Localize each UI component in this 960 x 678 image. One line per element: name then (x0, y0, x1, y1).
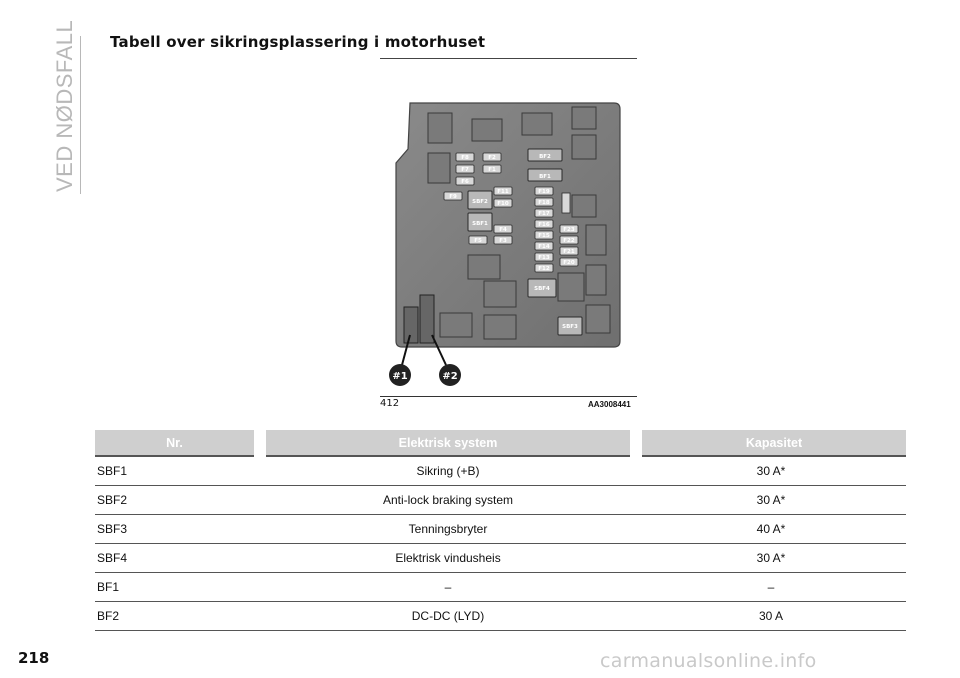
fuse-box-diagram (380, 95, 637, 395)
cell-capacity: 30 A (636, 601, 906, 630)
empty-socket (572, 107, 596, 129)
cell-nr: SBF2 (95, 485, 260, 514)
section-title-vertical: VED NØDSFALL (52, 19, 77, 192)
cell-system: Sikring (+B) (260, 456, 636, 485)
cell-system: DC-DC (LYD) (260, 601, 636, 630)
cell-capacity: 40 A* (636, 514, 906, 543)
relay-small (562, 193, 570, 213)
empty-socket (572, 195, 596, 217)
fuse-label: F9 (449, 194, 457, 200)
cell-capacity: 30 A* (636, 485, 906, 514)
fuse-label: F2 (488, 155, 496, 161)
cell-nr: BF2 (95, 601, 260, 630)
fuse-label: F13 (538, 255, 550, 261)
fuse-label: F19 (538, 189, 550, 195)
fuse-label: F14 (538, 244, 550, 250)
empty-socket (428, 153, 450, 183)
fuse-label: F22 (563, 238, 575, 244)
cell-nr: SBF1 (95, 456, 260, 485)
figure-code: AA3008441 (588, 400, 631, 409)
cell-system: – (260, 572, 636, 601)
fuse-label: F1 (488, 167, 496, 173)
fuse-label: F21 (563, 249, 575, 255)
table-row (95, 572, 906, 601)
empty-socket (586, 265, 606, 295)
column-header-system: Elektrisk system (260, 430, 636, 456)
fuse-label: F5 (474, 238, 482, 244)
page-number: 218 (18, 649, 50, 667)
empty-socket (440, 313, 472, 337)
empty-socket (484, 281, 516, 307)
figure-rule (380, 396, 637, 397)
fuse-label: F11 (497, 189, 509, 195)
fuse-label: F18 (538, 200, 550, 206)
cell-system: Anti-lock braking system (260, 485, 636, 514)
fuse-label: SBF4 (534, 286, 550, 292)
empty-socket (586, 225, 606, 255)
cell-nr: SBF3 (95, 514, 260, 543)
table-row (95, 485, 906, 514)
callout-label: #2 (442, 371, 458, 382)
empty-socket (468, 255, 500, 279)
fuse-1-body (404, 307, 418, 343)
page-title: Tabell over sikringsplassering i motorhuset (110, 33, 486, 51)
column-header-nr: Nr. (95, 430, 260, 456)
fuse-label: F6 (461, 179, 469, 185)
table-row (95, 514, 906, 543)
table-row (95, 601, 906, 630)
cell-system: Elektrisk vindusheis (260, 543, 636, 572)
fuse-label: F12 (538, 266, 550, 272)
fuse-label: F3 (499, 238, 507, 244)
cell-nr: SBF4 (95, 543, 260, 572)
fuse-label: F20 (563, 260, 575, 266)
column-header-capacity: Kapasitet (636, 430, 906, 456)
fuse-label: F8 (461, 155, 469, 161)
empty-socket (586, 305, 610, 333)
table-header-row (95, 430, 906, 456)
empty-socket (522, 113, 552, 135)
empty-socket (428, 113, 452, 143)
empty-socket (558, 273, 584, 301)
fuse-label: BF2 (539, 154, 551, 160)
fuse-table (95, 430, 906, 631)
cell-capacity: 30 A* (636, 456, 906, 485)
cell-capacity: – (636, 572, 906, 601)
watermark-text: carmanualsonline.info (600, 650, 817, 672)
fuse-label: F17 (538, 211, 550, 217)
table-row (95, 456, 906, 485)
title-rule (380, 58, 637, 59)
fuse-label: F23 (563, 227, 575, 233)
table-row (95, 543, 906, 572)
fuse-label: F4 (499, 227, 507, 233)
fuse-label: SBF1 (472, 221, 488, 227)
section-divider (80, 36, 81, 194)
callout-label: #1 (392, 371, 408, 382)
empty-socket (472, 119, 502, 141)
fuse-label: F16 (538, 222, 550, 228)
empty-socket (572, 135, 596, 159)
empty-socket (484, 315, 516, 339)
fuse-label: SBF2 (472, 199, 488, 205)
figure-number: 412 (380, 398, 400, 409)
fuse-label: SBF3 (562, 324, 578, 330)
fuse-label: BF1 (539, 174, 551, 180)
cell-capacity: 30 A* (636, 543, 906, 572)
fuse-label: F7 (461, 167, 469, 173)
fuse-label: F15 (538, 233, 550, 239)
fuse-label: F10 (497, 201, 509, 207)
cell-nr: BF1 (95, 572, 260, 601)
cell-system: Tenningsbryter (260, 514, 636, 543)
